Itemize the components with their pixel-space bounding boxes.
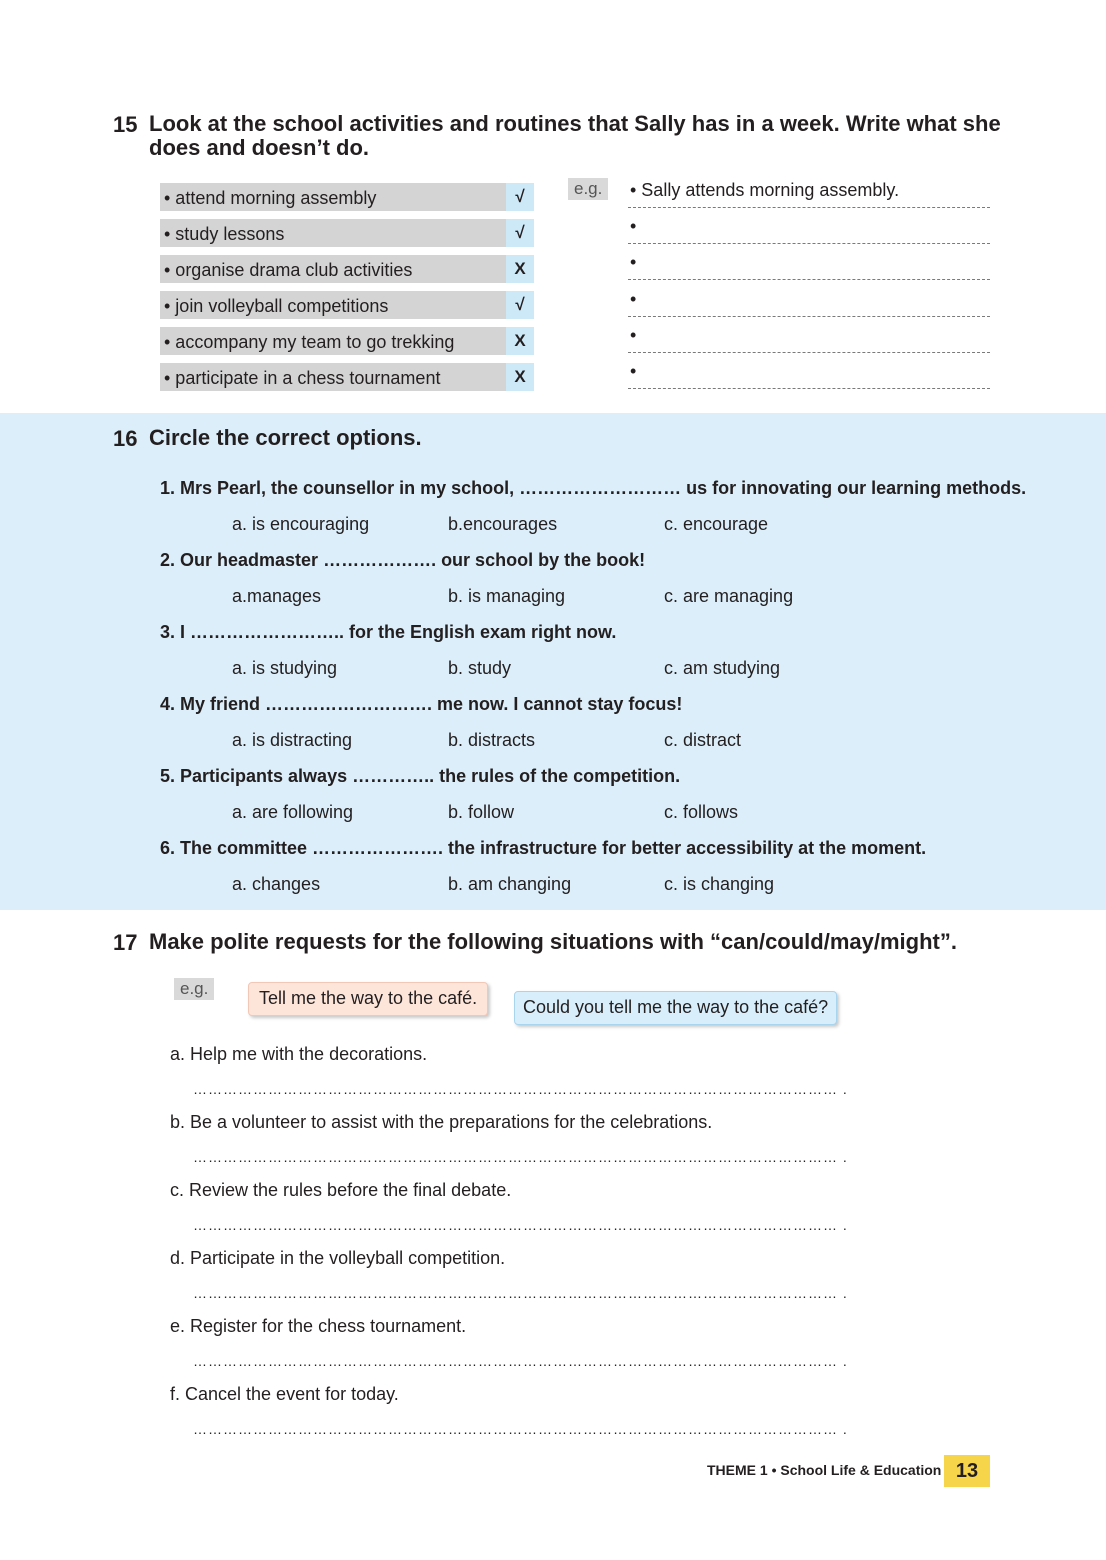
- option-c[interactable]: c. distract: [664, 730, 742, 750]
- activity-row: [160, 363, 536, 391]
- option-c[interactable]: c. are managing: [664, 586, 794, 606]
- answer-dotted-line[interactable]: ………………………………………………………………………………………………………………… .: [193, 1217, 848, 1233]
- activity-label: • accompany my team to go trekking: [164, 332, 455, 352]
- check-mark: √: [506, 291, 534, 319]
- example-prompt-bubble: Tell me the way to the café.: [248, 982, 488, 1016]
- cross-mark: X: [506, 327, 534, 355]
- situation-text: c. Review the rules before the final debate.: [170, 1180, 512, 1200]
- activity-label: • join volleyball competitions: [164, 296, 389, 316]
- activity-label: • attend morning assembly: [164, 188, 377, 208]
- footer-theme: THEME 1 • School Life & Education: [707, 1462, 942, 1478]
- exercise-17-title: Make polite requests for the following situations with “can/could/may/might”.: [149, 929, 957, 954]
- exercise-16-number: 16: [113, 426, 138, 451]
- option-c[interactable]: c. follows: [664, 802, 739, 822]
- activity-row: [160, 183, 536, 211]
- situation-text: b. Be a volunteer to assist with the preparations for the celebrations.: [170, 1112, 713, 1132]
- activity-row: [160, 255, 536, 283]
- option-b[interactable]: b. am changing: [448, 874, 572, 894]
- answer-line[interactable]: •: [628, 289, 990, 317]
- answer-line[interactable]: •: [628, 361, 990, 389]
- situation-text: d. Participate in the volleyball competition.: [170, 1248, 506, 1268]
- option-b[interactable]: b. distracts: [448, 730, 536, 750]
- activity-label: • study lessons: [164, 224, 285, 244]
- check-mark: √: [506, 183, 534, 211]
- situation-text: a. Help me with the decorations.: [170, 1044, 428, 1064]
- activity-row: [160, 291, 536, 319]
- option-c[interactable]: c. am studying: [664, 658, 781, 678]
- option-b[interactable]: b. follow: [448, 802, 515, 822]
- option-a[interactable]: a. is distracting: [232, 730, 353, 750]
- option-a[interactable]: a. are following: [232, 802, 354, 822]
- option-c[interactable]: c. is changing: [664, 874, 775, 894]
- option-a[interactable]: a. changes: [232, 874, 321, 894]
- answer-line[interactable]: • Sally attends morning assembly.: [628, 180, 990, 208]
- activity-row: [160, 219, 536, 247]
- option-b[interactable]: b. is managing: [448, 586, 566, 606]
- option-c[interactable]: c. encourage: [664, 514, 769, 534]
- example-answer-bubble: Could you tell me the way to the café?: [514, 991, 837, 1025]
- example-tag: e.g.: [174, 978, 214, 1000]
- activity-row: [160, 327, 536, 355]
- option-b[interactable]: b.encourages: [448, 514, 558, 534]
- question-text: 1. Mrs Pearl, the counsellor in my school, ……………………… us for innovating our learning methods.: [160, 478, 1027, 498]
- option-b[interactable]: b. study: [448, 658, 512, 678]
- option-a[interactable]: a. is encouraging: [232, 514, 370, 534]
- question-text: 4. My friend ………………………. me now. I cannot stay focus!: [160, 694, 683, 714]
- question-text: 3. I …………………….. for the English exam right now.: [160, 622, 617, 642]
- answer-line[interactable]: •: [628, 252, 990, 280]
- activity-label: • organise drama club activities: [164, 260, 413, 280]
- exercise-17-number: 17: [113, 930, 138, 955]
- question-text: 2. Our headmaster ………………. our school by the book!: [160, 550, 646, 570]
- answer-dotted-line[interactable]: ………………………………………………………………………………………………………………… .: [193, 1421, 848, 1437]
- answer-dotted-line[interactable]: ………………………………………………………………………………………………………………… .: [193, 1081, 848, 1097]
- option-a[interactable]: a.manages: [232, 586, 322, 606]
- answer-dotted-line[interactable]: ………………………………………………………………………………………………………………… .: [193, 1285, 848, 1301]
- exercise-15-number: 15: [113, 112, 138, 137]
- activity-label: • participate in a chess tournament: [164, 368, 441, 388]
- check-mark: √: [506, 219, 534, 247]
- cross-mark: X: [506, 363, 534, 391]
- answer-line[interactable]: •: [628, 325, 990, 353]
- exercise-15-title: Look at the school activities and routines that Sally has in a week. Write what she does and doesn’t do.: [149, 111, 1001, 160]
- situation-text: e. Register for the chess tournament.: [170, 1316, 467, 1336]
- option-a[interactable]: a. is studying: [232, 658, 338, 678]
- example-tag: e.g.: [568, 178, 608, 200]
- answer-dotted-line[interactable]: ………………………………………………………………………………………………………………… .: [193, 1149, 848, 1165]
- answer-line[interactable]: •: [628, 216, 990, 244]
- answer-dotted-line[interactable]: ………………………………………………………………………………………………………………… .: [193, 1353, 848, 1369]
- exercise-16-title: Circle the correct options.: [149, 425, 422, 450]
- question-text: 6. The committee …………………. the infrastructure for better accessibility at the moment.: [160, 838, 927, 858]
- question-text: 5. Participants always ………….. the rules of the competition.: [160, 766, 681, 786]
- page-number: 13: [944, 1455, 990, 1487]
- cross-mark: X: [506, 255, 534, 283]
- situation-text: f. Cancel the event for today.: [170, 1384, 399, 1404]
